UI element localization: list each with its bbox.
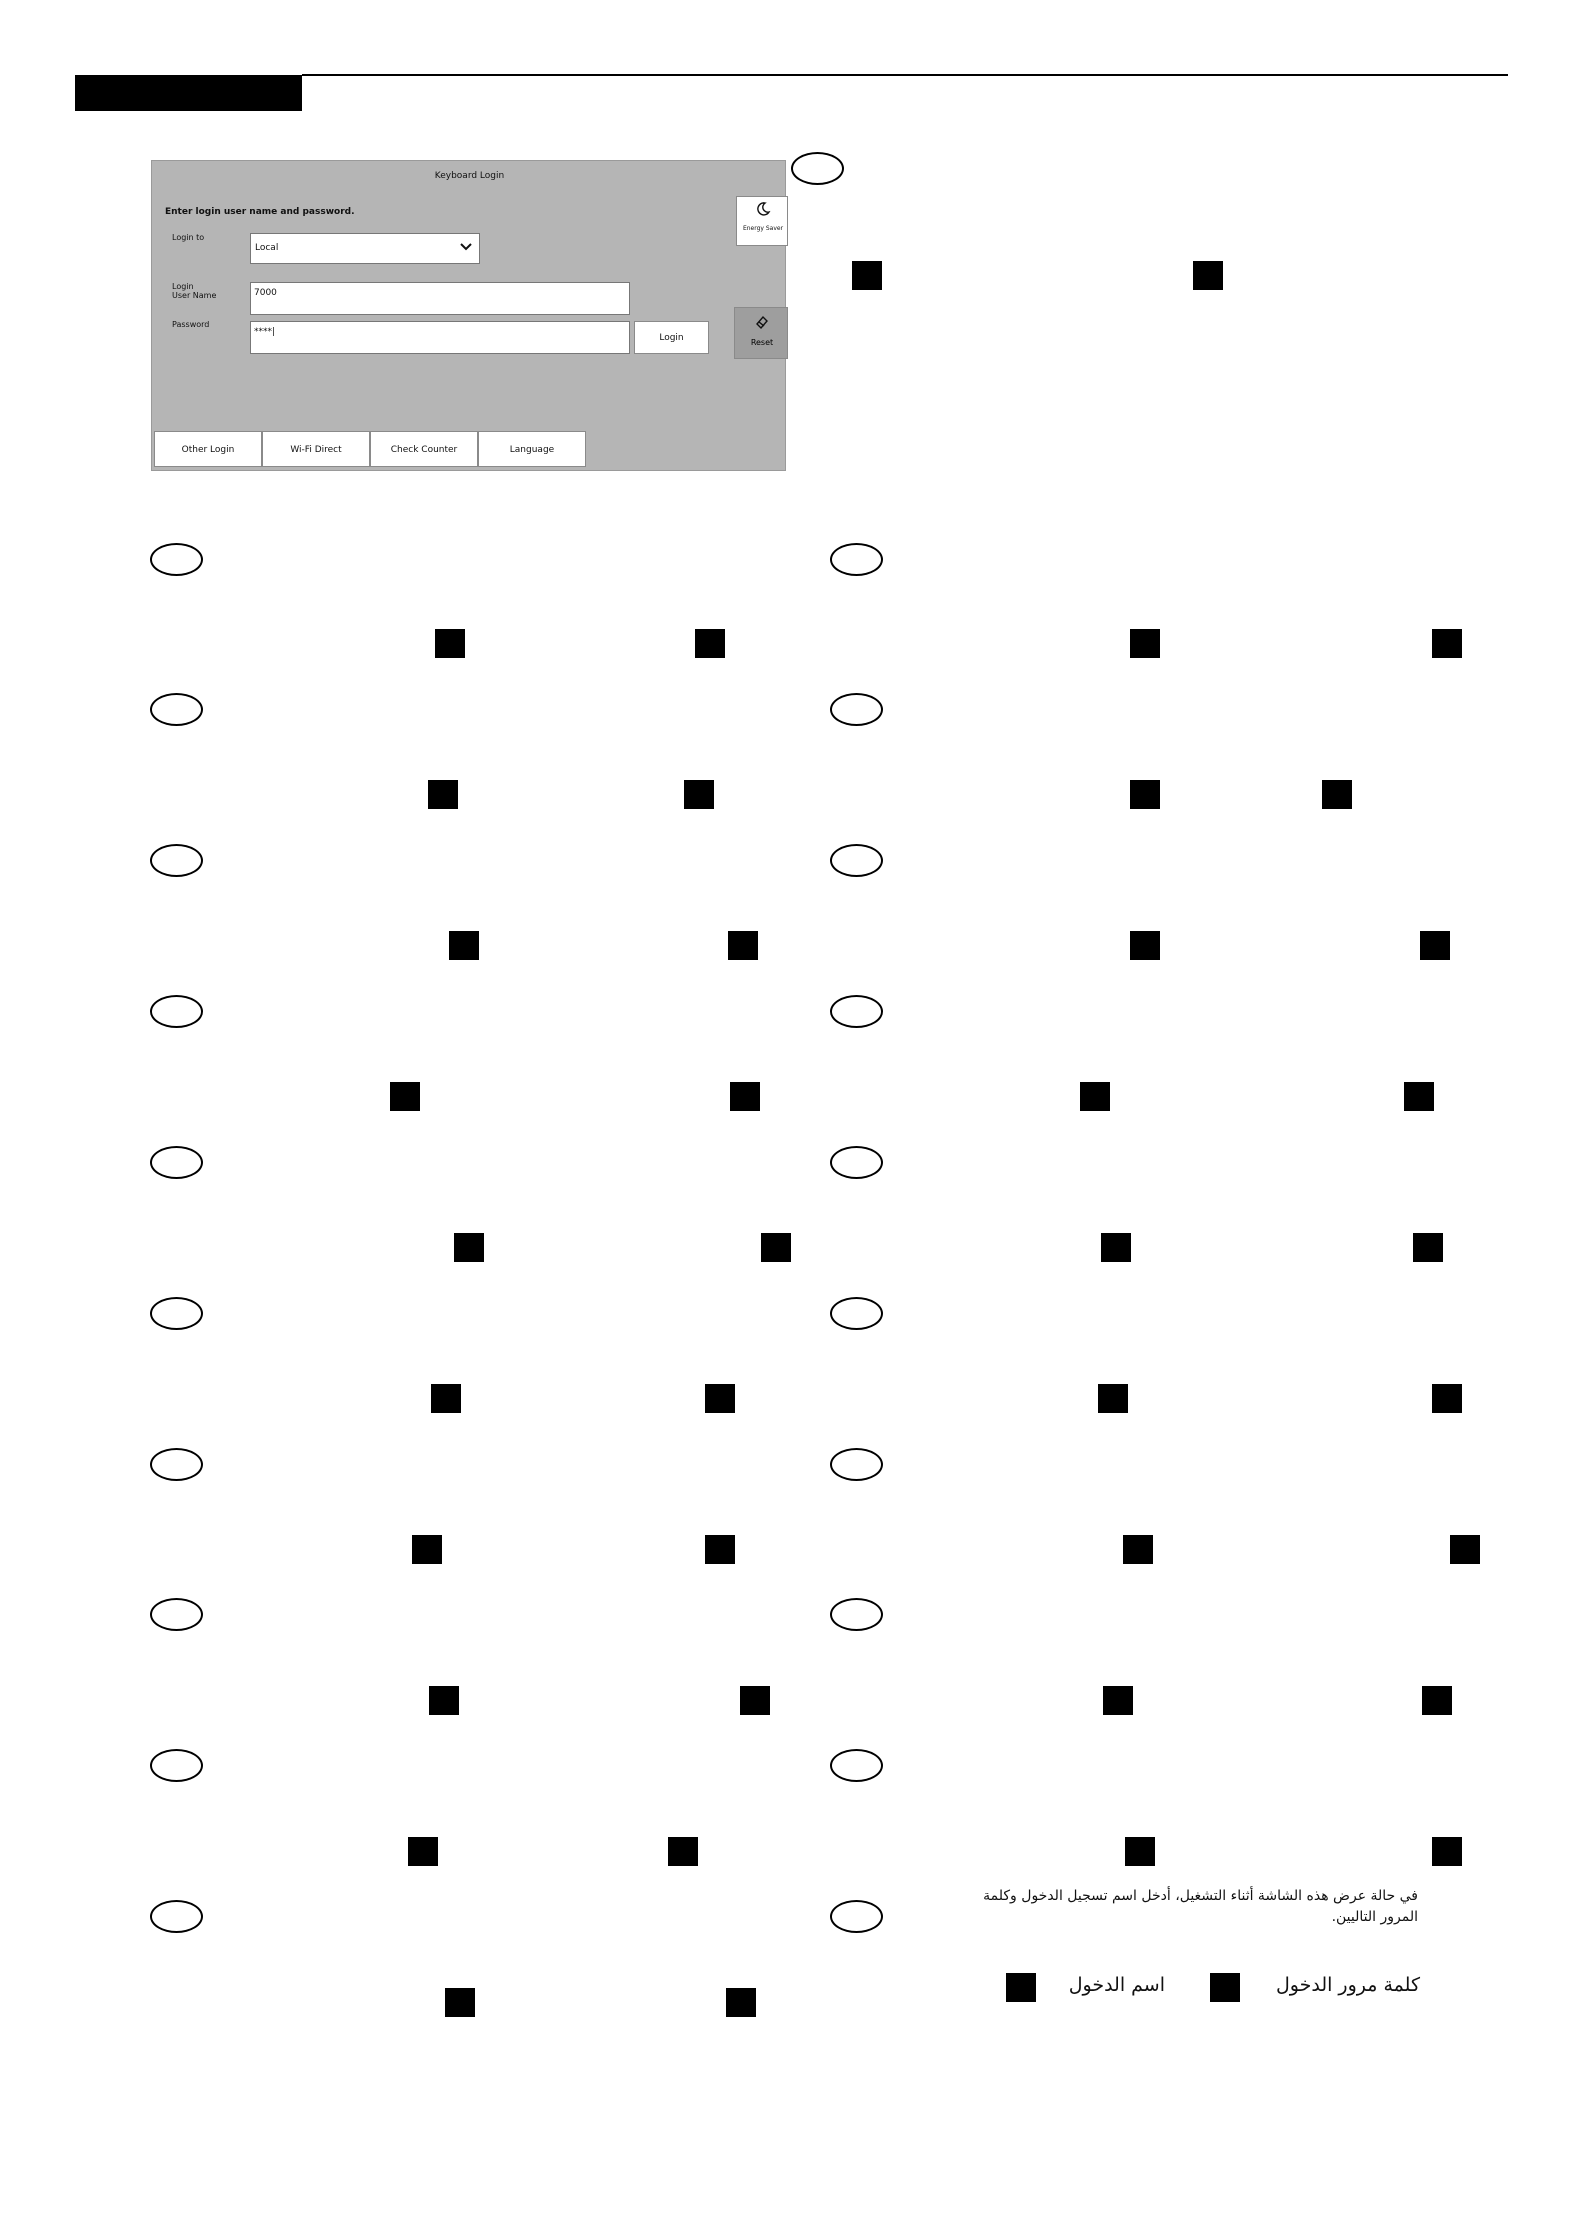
instruction-text: في حالة عرض هذه الشاشة أثناء التشغيل، أدخل اسم تسجيل الدخول وكلمة المرور التاليين. bbox=[983, 1888, 1418, 1925]
callout-circle bbox=[830, 1146, 883, 1179]
username-label-line1: Login bbox=[172, 282, 194, 291]
callout-circle bbox=[791, 152, 844, 185]
callout-circle bbox=[150, 1146, 203, 1179]
redaction-block bbox=[1404, 1082, 1434, 1111]
redaction-block bbox=[1123, 1535, 1153, 1564]
redaction-block bbox=[1130, 931, 1160, 960]
redaction-block bbox=[695, 629, 725, 658]
redaction-block bbox=[1125, 1837, 1155, 1866]
callout-circle bbox=[150, 543, 203, 576]
callout-circle bbox=[830, 693, 883, 726]
redaction-block bbox=[1130, 780, 1160, 809]
redaction-block bbox=[435, 629, 465, 658]
redaction-block bbox=[852, 261, 882, 290]
login-to-dropdown[interactable] bbox=[250, 233, 480, 264]
username-value: 7000 bbox=[254, 288, 277, 298]
callout-circle bbox=[830, 1598, 883, 1631]
callout-circle bbox=[830, 1448, 883, 1481]
callout-circle bbox=[150, 844, 203, 877]
login-prompt: Enter login user name and password. bbox=[165, 207, 355, 217]
callout-circle bbox=[150, 1749, 203, 1782]
language-button[interactable]: Language bbox=[478, 431, 586, 467]
redaction-block bbox=[1420, 931, 1450, 960]
callout-circle bbox=[830, 1749, 883, 1782]
login-to-value: Local bbox=[255, 243, 279, 253]
callout-circle bbox=[830, 844, 883, 877]
username-caption: اسم الدخول bbox=[1068, 1974, 1165, 1996]
redaction-block bbox=[445, 1988, 475, 2017]
redaction-block bbox=[1413, 1233, 1443, 1262]
reset-label: Reset bbox=[750, 338, 774, 347]
redaction-block bbox=[1432, 629, 1462, 658]
redaction-block bbox=[1103, 1686, 1133, 1715]
redaction-block bbox=[431, 1384, 461, 1413]
redaction-block bbox=[1450, 1535, 1480, 1564]
redaction-block bbox=[454, 1233, 484, 1262]
redaction-block bbox=[1432, 1837, 1462, 1866]
keyboard-login-panel bbox=[151, 160, 786, 471]
wifi-direct-button[interactable]: Wi-Fi Direct bbox=[262, 431, 370, 467]
redaction-block bbox=[684, 780, 714, 809]
redaction-block bbox=[1422, 1686, 1452, 1715]
callout-circle bbox=[150, 995, 203, 1028]
check-counter-button[interactable]: Check Counter bbox=[370, 431, 478, 467]
redaction-block bbox=[449, 931, 479, 960]
header-bar bbox=[75, 75, 302, 111]
username-input[interactable] bbox=[250, 282, 630, 315]
callout-circle bbox=[150, 1297, 203, 1330]
redaction-block bbox=[1193, 261, 1223, 290]
redaction-block bbox=[705, 1535, 735, 1564]
password-input[interactable] bbox=[250, 321, 630, 354]
redaction-block bbox=[1098, 1384, 1128, 1413]
callout-circle bbox=[150, 693, 203, 726]
energy-saver-button[interactable] bbox=[736, 196, 788, 246]
callout-circle bbox=[830, 1900, 883, 1933]
password-value: ****| bbox=[254, 327, 276, 337]
eraser-icon bbox=[754, 314, 770, 330]
callout-circle bbox=[830, 543, 883, 576]
redaction-block bbox=[726, 1988, 756, 2017]
moon-icon bbox=[755, 201, 771, 217]
callout-circle bbox=[150, 1448, 203, 1481]
login-button[interactable]: Login bbox=[634, 321, 709, 354]
password-label: Password bbox=[172, 320, 210, 329]
callout-circle bbox=[830, 995, 883, 1028]
redaction-block bbox=[1322, 780, 1352, 809]
redaction-block bbox=[705, 1384, 735, 1413]
redaction-block bbox=[412, 1535, 442, 1564]
redaction-block bbox=[761, 1233, 791, 1262]
redaction-block bbox=[408, 1837, 438, 1866]
energy-saver-label: Energy Saver bbox=[742, 225, 784, 232]
redaction-block bbox=[730, 1082, 760, 1111]
redaction-block bbox=[1130, 629, 1160, 658]
callout-circle bbox=[150, 1598, 203, 1631]
redaction-block bbox=[428, 780, 458, 809]
redaction-block bbox=[668, 1837, 698, 1866]
redaction-block bbox=[1432, 1384, 1462, 1413]
reset-button[interactable] bbox=[734, 307, 788, 359]
other-login-button[interactable]: Other Login bbox=[154, 431, 262, 467]
panel-title: Keyboard Login bbox=[434, 171, 505, 181]
username-label-line2: User Name bbox=[172, 291, 217, 300]
redaction-block bbox=[728, 931, 758, 960]
redaction-block bbox=[1101, 1233, 1131, 1262]
chevron-down-icon bbox=[459, 240, 473, 254]
login-to-label: Login to bbox=[172, 233, 205, 242]
callout-circle bbox=[830, 1297, 883, 1330]
callout-circle bbox=[150, 1900, 203, 1933]
redaction-block bbox=[429, 1686, 459, 1715]
redaction-block bbox=[740, 1686, 770, 1715]
username-label bbox=[172, 282, 216, 300]
redaction-block bbox=[1006, 1973, 1036, 2002]
password-caption: كلمة مرور الدخول bbox=[1275, 1974, 1420, 1996]
redaction-block bbox=[1080, 1082, 1110, 1111]
header-rule bbox=[302, 74, 1508, 76]
redaction-block bbox=[1210, 1973, 1240, 2002]
redaction-block bbox=[390, 1082, 420, 1111]
